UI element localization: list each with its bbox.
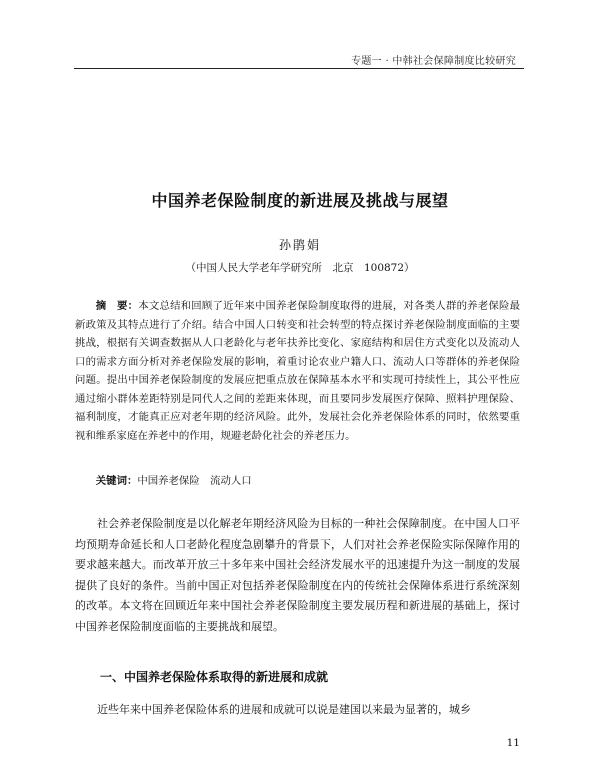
section-paragraph: 近些年来中国养老保险体系的进展和成就可以说是建国以来最为显著的，城乡 bbox=[97, 703, 471, 716]
section-heading: 一、中国养老保险体系取得的新进展和成就 bbox=[100, 670, 329, 684]
keywords-text: 中国养老保险 流动人口 bbox=[137, 475, 252, 487]
abstract-text: 本文总结和回顾了近年来中国养老保险制度取得的进展，对各类人群的养老保险最新政策及其特点进行了介绍。结合中国人口转变和社会转型的特点探讨养老保险制度面临的主要挑战，根据有关调查数据从人口老龄化与老年扶养比变化、家庭结构和居住方式变化以及流动人口的需求方面分析对养老保险发展的影响，着重讨论农业户籍人口、流动人口等群体的养老保险问题。提出中国养老保险制度的发展应把重点放在保障基本水平和实现可持续性上，其公平性应通过缩小群体差距特别是同代人之间的差距来体现，而且要同步发展医疗保障、照料护理保险、福利制度，才能真正应对老年期的经济风险。此外，发展社会化养老保险体系的同时，依然要重视和维系家庭在养老中的作用，规避老龄化社会的养老压力。 bbox=[75, 300, 521, 442]
keywords-label: 关键词： bbox=[95, 475, 138, 487]
author-name: 孙鹃娟 bbox=[278, 238, 321, 252]
intro-paragraph: 社会养老保险制度是以化解老年期经济风险为目标的一种社会保障制度。在中国人口平均预期寿命延长和人口老龄化程度急剧攀升的背景下，人们对社会养老保险实际保障作用的要求越来越大。而改革开放三十多年来中国社会经济发展水平的迅速提升为这一制度的发展提供了良好的条件。当前中国正对包括养老保险制度在内的传统社会保障体系进行系统深刻的改革。本文将在回顾近年来中国社会养老保险制度主要发展历程和新进展的基础上，探讨中国养老保险制度面临的主要挑战和展望。 bbox=[75, 517, 520, 633]
abstract-label: 摘 要： bbox=[95, 300, 139, 312]
article-title: 中国养老保险制度的新进展及挑战与展望 bbox=[151, 191, 449, 210]
header-rule bbox=[74, 68, 524, 69]
author-affiliation: （中国人民大学老年学研究所 北京 100872） bbox=[185, 262, 415, 274]
running-head: 专题一 · 中韩社会保障制度比较研究 bbox=[351, 56, 516, 67]
keywords bbox=[75, 472, 520, 490]
page-number: 11 bbox=[506, 737, 520, 749]
abstract bbox=[75, 297, 520, 445]
